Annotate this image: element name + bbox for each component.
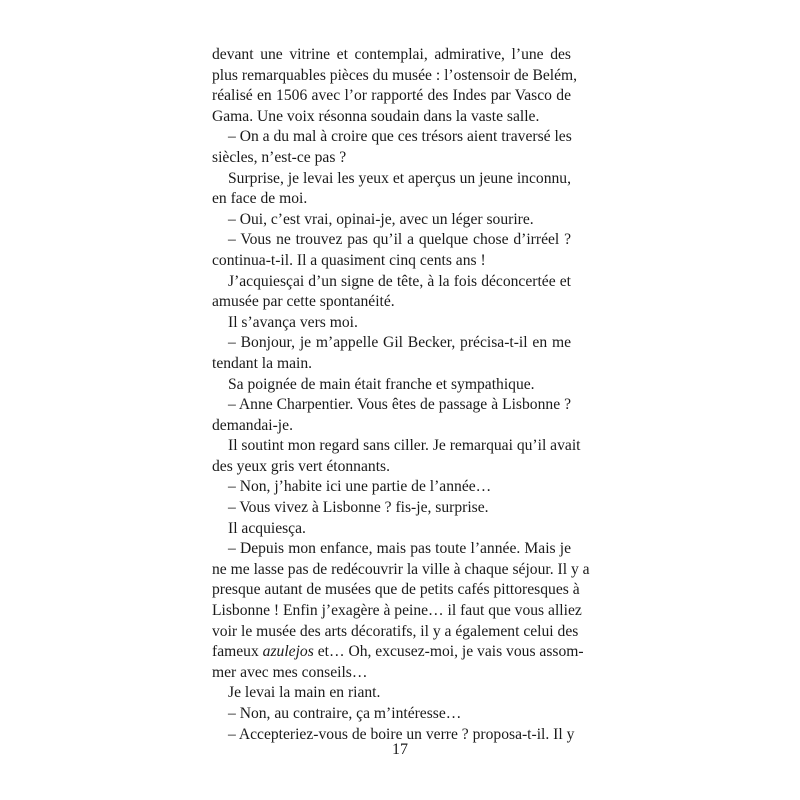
text-line: siècles, n’est-ce pas ? [212, 148, 347, 166]
italic-word: azulejos [262, 643, 314, 661]
text-line: tendant la main. [212, 354, 313, 372]
text-line: Il acquiesça. [228, 519, 306, 537]
text-line: – Anne Charpentier. Vous êtes de passage à Lisbonne ? [228, 396, 571, 414]
body-text [212, 45, 590, 745]
text-line: mer avec mes conseils… [212, 663, 368, 681]
text-line: – Vous ne trouvez pas qu’il a quelque chose d’irréel ? [228, 231, 571, 249]
text-line: amusée par cette spontanéité. [212, 293, 395, 311]
text-line: des yeux gris vert étonnants. [212, 457, 390, 475]
text-line: – Non, j’habite ici une partie de l’année… [228, 478, 492, 496]
text-line: Lisbonne ! Enfin j’exagère à peine… il faut que vous alliez [212, 602, 582, 620]
text-line: demandai-je. [212, 416, 293, 434]
text-line: Il soutint mon regard sans ciller. Je remarquai qu’il avait [228, 437, 581, 455]
text-line: ne me lasse pas de redécouvrir la ville à chaque séjour. Il y a [212, 560, 590, 578]
text-line: – On a du mal à croire que ces trésors aient traversé les [228, 128, 572, 146]
text-line: – Oui, c’est vrai, opinai-je, avec un léger sourire. [228, 210, 534, 228]
page-number: 17 [392, 741, 408, 758]
text-line: – Depuis mon enfance, mais pas toute l’année. Mais je [228, 540, 571, 558]
text-line: – Bonjour, je m’appelle Gil Becker, précisa-t-il en me [228, 334, 571, 352]
text-line: – Non, au contraire, ça m’intéresse… [228, 705, 462, 722]
text-line: réalisé en 1506 avec l’or rapporté des Indes par Vasco de [212, 87, 571, 105]
text-line: Gama. Une voix résonna soudain dans la vaste salle. [212, 107, 540, 125]
text-line: Sa poignée de main était franche et sympathique. [228, 375, 535, 393]
text-line: fameux azulejos et… Oh, excusez-moi, je vais vous assom- [212, 643, 584, 661]
text-line: Je levai la main en riant. [228, 684, 381, 702]
text-line: Il s’avança vers moi. [228, 313, 358, 331]
text-line: continua-t-il. Il a quasiment cinq cents ans ! [212, 251, 486, 269]
text-line: plus remarquables pièces du musée : l’ostensoir de Belém, [212, 66, 578, 84]
text-line: – Vous vivez à Lisbonne ? fis-je, surprise. [228, 499, 489, 517]
text-line: voir le musée des arts décoratifs, il y a également celui des [212, 622, 579, 640]
text-line: en face de moi. [212, 190, 308, 208]
text-line: devant une vitrine et contemplai, admirative, l’une des [212, 46, 571, 63]
text-line: presque autant de musées que de petits cafés pittoresques à [212, 581, 580, 599]
text-line: – Accepteriez-vous de boire un verre ? proposa-t-il. Il y [228, 725, 575, 743]
text-line: Surprise, je levai les yeux et aperçus un jeune inconnu, [228, 169, 571, 187]
text-line: J’acquiesçai d’un signe de tête, à la fois déconcertée et [228, 272, 571, 290]
